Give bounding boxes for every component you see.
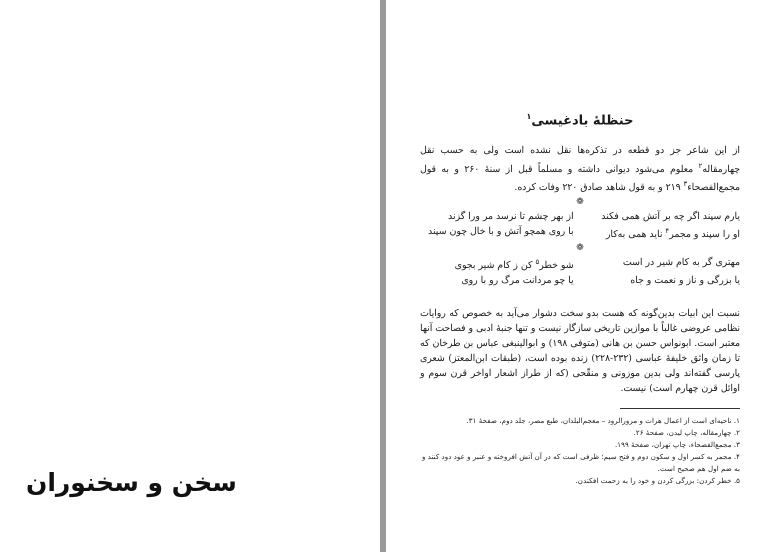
intro-paragraph <box>420 144 740 196</box>
intro-line: معلوم می‌شود دیوانی داشته و مسلماً قبل از سنهٔ ۲۶۰ و به قول مجمع‌الفصحاء <box>420 163 740 194</box>
footnotes <box>420 415 740 487</box>
footnote-ref: ۵ <box>535 258 540 267</box>
left-page <box>0 0 380 552</box>
book-title: سخن و سخنوران <box>26 468 237 497</box>
footnote: ۴. مجمر به کسر اول و سکون دوم و فتح سیم؛ ظرفی است که در آن آتش افروخته و عنبر و عود دود کنند و به ضم اول هم صحیح است. <box>421 452 740 474</box>
ornament-separator: ❁ <box>576 197 584 208</box>
footnote-ref: ۴ <box>665 227 670 236</box>
footnote: ۳. مجمع‌الفصحاء، چاپ تهران، صفحهٔ ۱۹۹. <box>614 440 740 450</box>
poem-couplet <box>420 224 740 242</box>
intro-line: ۲۱۹ و به قول شاهد صادق ۲۲۰ وفات کرده. <box>514 182 681 194</box>
hemistich-part: کن ز کام شیر بجوی <box>454 260 536 272</box>
footnote: ۲. چهارمقاله، چاپ لیدن، صفحهٔ ۲۶. <box>633 428 740 438</box>
page-content <box>420 112 740 487</box>
heading-footnote-ref: ۱ <box>526 112 532 121</box>
hemistich: با روی همچو آتش و با خال چون سپند <box>428 226 574 238</box>
hemistich: یا چو مردانت مرگ رو با روی <box>461 275 574 287</box>
footnote: ۱. ناحیه‌ای است از اعمال هرات و مرورالرود – معجم‌البلدان، طبع مصر، جلد دوم، صفحهٔ ۳۱. <box>466 416 740 426</box>
footnote-ref: ۲ <box>698 161 703 170</box>
hemistich-part: او را سپند و مجمر <box>669 229 740 241</box>
intro-line: از این شاعر جز دو قطعه در تذکره‌ها نقل نشده است ولی به حسب نقل چهارمقاله <box>420 145 740 175</box>
hemistich-part: شو خطر <box>539 260 574 272</box>
hemistich: از بهر چشم تا نرسد مر ورا گزند <box>448 211 574 223</box>
hemistich <box>586 224 740 242</box>
section-heading <box>420 112 740 128</box>
footnote: ۵. خطر کردن: بزرگی کردن و خود را به زحمت افکندن. <box>575 476 740 486</box>
poem-couplet <box>420 273 740 288</box>
discussion-paragraph: نسبت این ابیات بدین‌گونه که هست بدو سخت دشوار می‌آید به خصوص که روایات نظامی عروضی غالباً با موازین تاریخی سازگار نیست و تنها جنبهٔ ادبی و فصاحت آنها معتبر است. ابونواس حسن بن هانی (متوفی ۱۹۸) و ابوالینبغی عباس بن طرخان که تا زمان واثق خلیفهٔ عباسی (۲۳۲-۲۲۸) زنده بوده است، (طبقات ابن‌المعتز) شعری پارسی گفته‌اند ولی بدین موزونی و منقّحی (که از طراز اشعار اواخر قرن سوم و اوائل قرن چهارم است) نیست. <box>420 308 741 395</box>
ornament-separator: ❁ <box>576 243 584 254</box>
footnote-ref: ۳ <box>683 180 688 189</box>
hemistich <box>420 255 574 273</box>
poem-couplet <box>420 255 740 273</box>
hemistich: یا بزرگی و ناز و نعمت و جاه <box>630 275 740 287</box>
hemistich: یارم سپند اگر چه بر آتش همی فکند <box>601 211 740 223</box>
poem-couplet <box>420 209 740 224</box>
footnote-rule <box>620 408 740 409</box>
hemistich: مهتری گر به کام شیر در است <box>622 257 740 269</box>
hemistich-part: ناید همی به‌کار <box>605 229 666 241</box>
heading-text: حنظلهٔ بادغیسی <box>531 113 634 129</box>
right-page <box>386 0 768 552</box>
